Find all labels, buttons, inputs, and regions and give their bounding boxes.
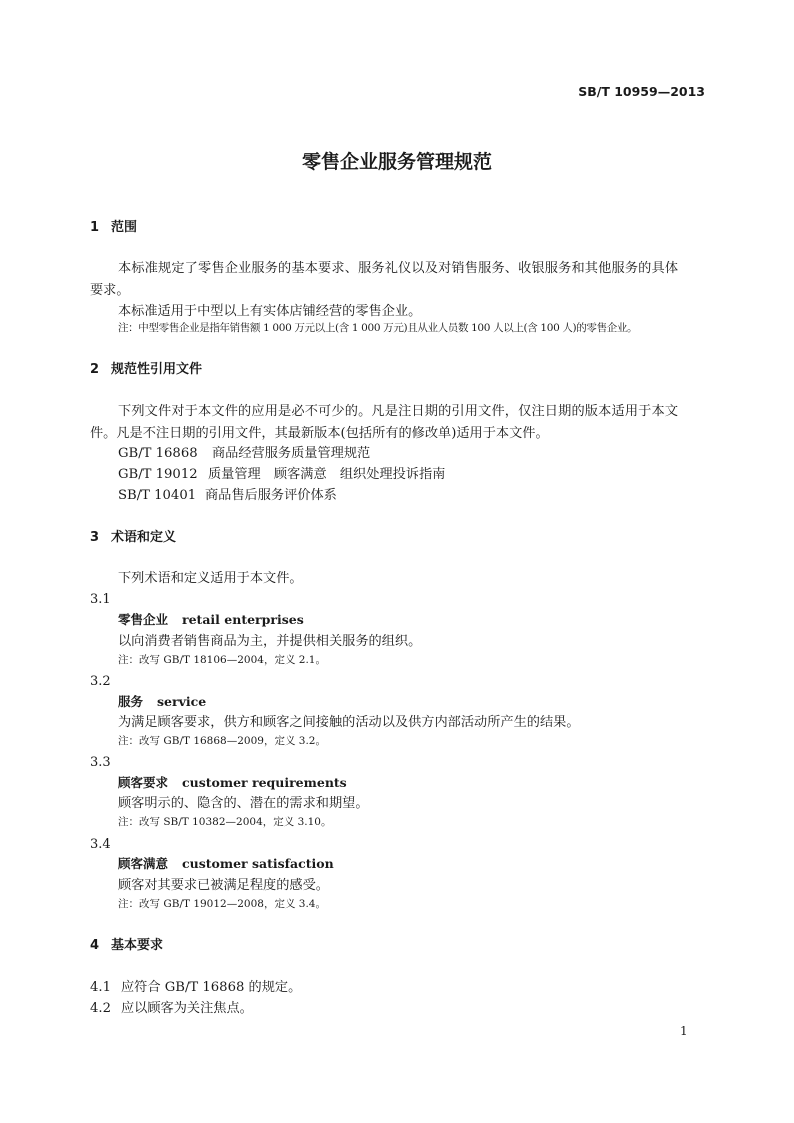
normative-reference — [118, 489, 337, 502]
normative-reference — [118, 447, 370, 460]
reference-code: GB/T 16868 — [118, 446, 198, 461]
clause-4-1 — [90, 981, 301, 994]
section-title: 范围 — [111, 220, 138, 235]
term-definition: 顾客对其要求已被满足程度的感受。 — [118, 878, 329, 893]
section-2-paragraph-line-2: 件。凡是不注日期的引用文件，其最新版本(包括所有的修改单)适用于本文件。 — [90, 426, 549, 441]
section-1-note: 注：中型零售企业是指年销售额 1 000 万元以上(含 1 000 万元)且从业人员数 100 人以上(含 100 人)的零售企业。 — [118, 322, 638, 334]
reference-title: 商品经营服务质量管理规范 — [212, 446, 371, 461]
term-definition: 以向消费者销售商品为主，并提供相关服务的组织。 — [118, 634, 422, 649]
term-english: customer satisfaction — [182, 856, 334, 871]
section-title: 规范性引用文件 — [111, 362, 203, 377]
term-english: retail enterprises — [182, 612, 304, 627]
term-number: 3.2 — [90, 674, 111, 689]
reference-code: SB/T 10401 — [118, 488, 197, 503]
section-number: 3 — [90, 530, 100, 545]
section-number: 4 — [90, 938, 100, 953]
clause-number: 4.2 — [90, 1001, 111, 1016]
term-chinese: 顾客要求 — [118, 775, 169, 790]
section-1-paragraph-2: 本标准适用于中型以上有实体店铺经营的零售企业。 — [118, 304, 422, 319]
term-heading — [118, 777, 347, 790]
term-english: service — [157, 694, 207, 709]
section-1-paragraph-1-line-2: 要求。 — [90, 283, 130, 298]
clause-number: 4.1 — [90, 980, 111, 995]
term-heading — [118, 614, 304, 627]
clause-text: 应符合 GB/T 16868 的规定。 — [120, 980, 302, 995]
normative-reference — [118, 468, 445, 481]
section-title: 基本要求 — [111, 938, 164, 953]
section-number: 1 — [90, 220, 100, 235]
term-number: 3.1 — [90, 592, 111, 607]
section-2-paragraph-line-1: 下列文件对于本文件的应用是必不可少的。凡是注日期的引用文件，仅注日期的版本适用于本文 — [118, 404, 679, 419]
term-heading — [118, 858, 334, 871]
term-number: 3.3 — [90, 755, 111, 770]
term-definition: 顾客明示的、隐含的、潜在的需求和期望。 — [118, 796, 369, 811]
term-note: 注：改写 GB/T 19012—2008，定义 3.4。 — [118, 898, 326, 910]
clause-4-2 — [90, 1002, 253, 1015]
section-title: 术语和定义 — [111, 530, 177, 545]
section-1-paragraph-1-line-1: 本标准规定了零售企业服务的基本要求、服务礼仪以及对销售服务、收银服务和其他服务的具体 — [118, 261, 679, 276]
section-3-intro: 下列术语和定义适用于本文件。 — [118, 571, 303, 586]
term-chinese: 服务 — [118, 694, 144, 709]
reference-title: 商品售后服务评价体系 — [205, 488, 337, 503]
term-number: 3.4 — [90, 837, 111, 852]
term-chinese: 零售企业 — [118, 612, 169, 627]
clause-text: 应以顾客为关注焦点。 — [120, 1001, 253, 1016]
section-number: 2 — [90, 362, 100, 377]
document-code: SB/T 10959—2013 — [578, 84, 705, 99]
section-2-heading — [90, 363, 202, 376]
section-1-heading — [90, 221, 137, 234]
term-note: 注：改写 SB/T 10382—2004，定义 3.10。 — [118, 816, 332, 828]
page-title: 零售企业服务管理规范 — [301, 151, 492, 173]
reference-title: 质量管理 顾客满意 组织处理投诉指南 — [208, 467, 446, 482]
term-chinese: 顾客满意 — [118, 856, 169, 871]
reference-code: GB/T 19012 — [118, 467, 198, 482]
term-note: 注：改写 GB/T 18106—2004，定义 2.1。 — [118, 654, 326, 666]
term-heading — [118, 696, 206, 709]
term-note: 注：改写 GB/T 16868—2009，定义 3.2。 — [118, 735, 326, 747]
page-number: 1 — [680, 1024, 688, 1038]
term-definition: 为满足顾客要求，供方和顾客之间接触的活动以及供方内部活动所产生的结果。 — [118, 715, 580, 730]
section-3-heading — [90, 531, 176, 544]
term-english: customer requirements — [182, 775, 347, 790]
section-4-heading — [90, 939, 163, 952]
